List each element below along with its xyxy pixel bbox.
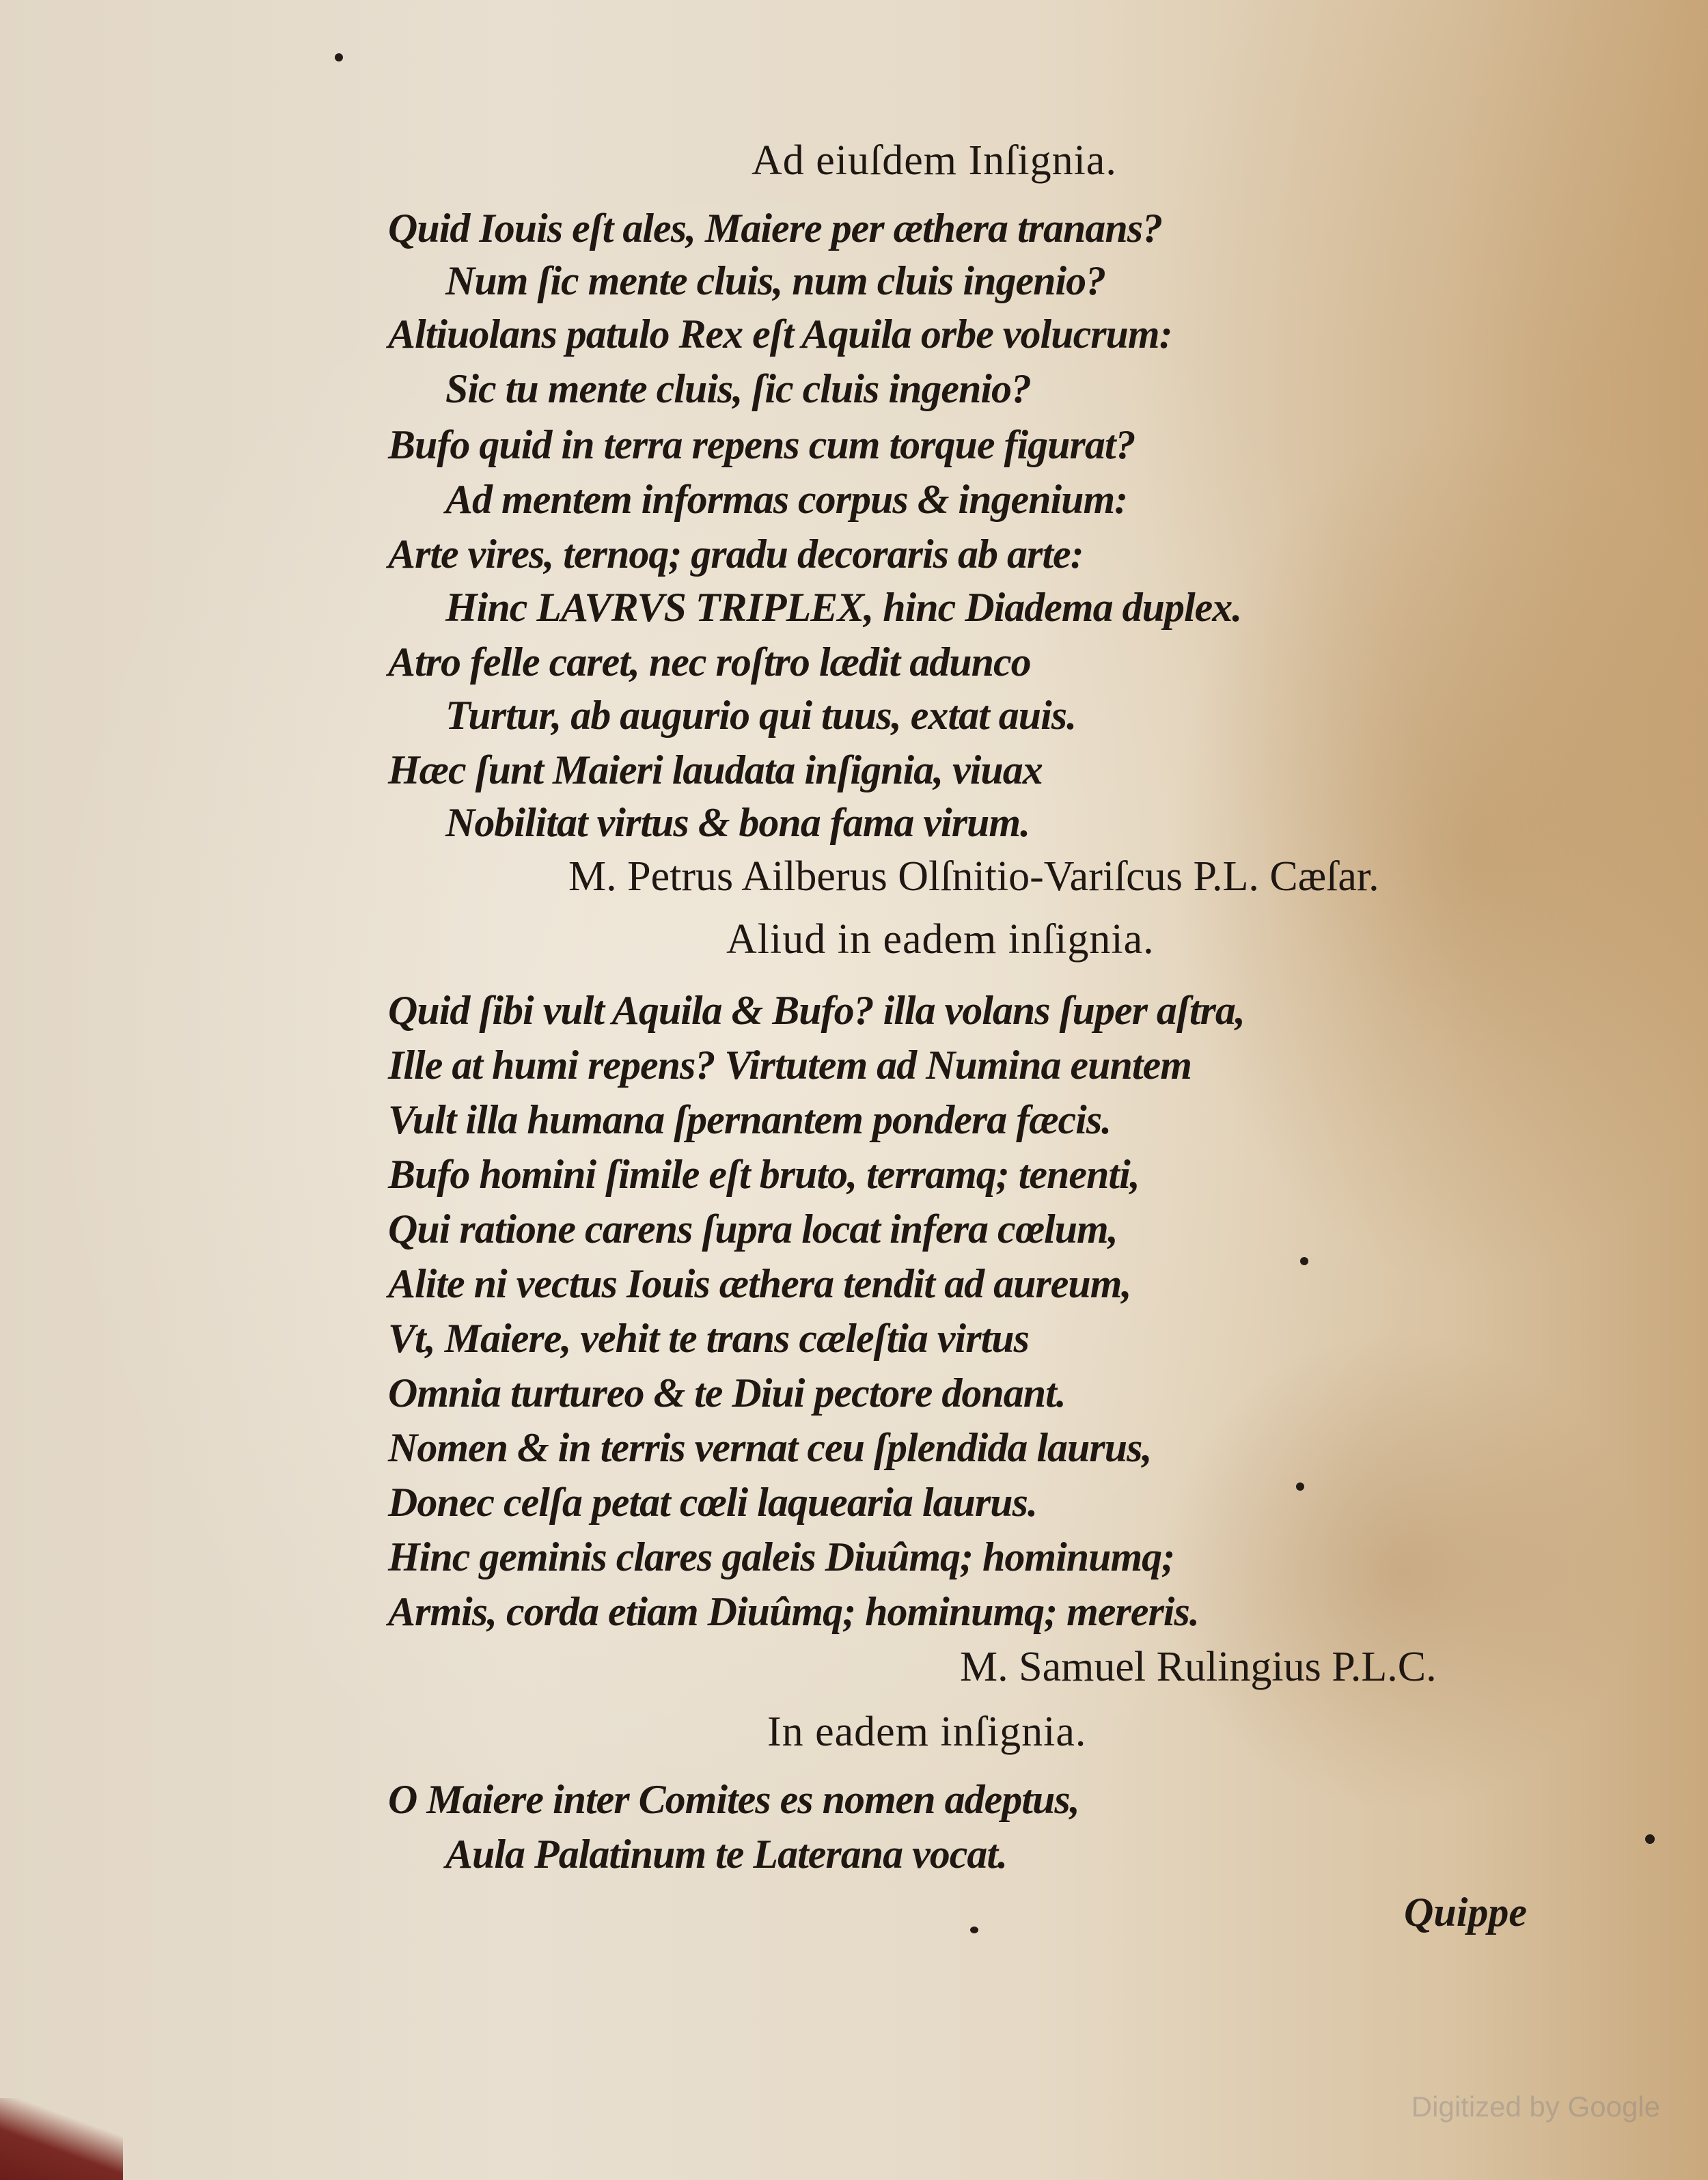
ink-speck <box>970 1927 978 1933</box>
verse-line: Arte vires, ternoq; gradu decoraris ab arte: <box>388 532 1084 577</box>
verse-line: Atro felle caret, nec roſtro lædit adunco <box>388 639 1031 685</box>
verse-line: Nomen & in terris vernat ceu ſplendida laurus, <box>388 1425 1152 1470</box>
verse-line: Vult illa humana ſpernantem pondera fæcis. <box>388 1097 1112 1142</box>
verse-line: Hinc geminis clares galeis Diuûmq; hominumq; <box>388 1534 1175 1579</box>
verse-line: Sic tu mente cluis, ſic cluis ingenio? <box>445 366 1032 411</box>
verse-line: Bufo quid in terra repens cum torque figurat? <box>388 422 1135 467</box>
verse-line: Quid ſibi vult Aquila & Bufo? illa volans ſuper aſtra, <box>388 988 1245 1033</box>
verse-line: Aula Palatinum te Laterana vocat. <box>445 1832 1008 1877</box>
signature-samuel-rulingius: M. Samuel Rulingius P.L.C. <box>960 1644 1437 1690</box>
verse-line: Hæc ſunt Maieri laudata inſignia, viuax <box>388 747 1043 792</box>
heading-in-eadem: In eadem inſignia. <box>767 1709 1087 1755</box>
ink-speck <box>1296 1482 1304 1491</box>
verse-line: Donec celſa petat cœli laquearia laurus. <box>388 1480 1037 1525</box>
verse-line: Quid Iouis eſt ales, Maiere per æthera tranans? <box>388 206 1163 251</box>
verse-line: Omnia turtureo & te Diui pectore donant. <box>388 1370 1066 1416</box>
heading-aliud: Aliud in eadem inſignia. <box>726 916 1155 963</box>
heading-ad-eiusdem: Ad eiuſdem Inſignia. <box>752 137 1117 184</box>
page-edge-stain <box>0 2098 123 2180</box>
ink-speck <box>1300 1257 1308 1265</box>
verse-line: Bufo homini ſimile eſt bruto, terramq; tenenti, <box>388 1152 1140 1197</box>
verse-line: Vt, Maiere, vehit te trans cæleſtia virtus <box>388 1316 1029 1361</box>
verse-line: Ad mentem informas corpus & ingenium: <box>445 477 1128 522</box>
verse-line: Num ſic mente cluis, num cluis ingenio? <box>445 258 1106 303</box>
verse-line: Alite ni vectus Iouis æthera tendit ad aureum, <box>388 1261 1131 1306</box>
digitization-watermark: Digitized by Google <box>1411 2091 1660 2123</box>
verse-line: Ille at humi repens? Virtutem ad Numina euntem <box>388 1043 1192 1088</box>
verse-line: Hinc LAVRVS TRIPLEX, hinc Diadema duplex. <box>445 585 1242 630</box>
ink-speck <box>335 53 343 61</box>
verse-line: Qui ratione carens ſupra locat infera cœlum, <box>388 1206 1118 1252</box>
verse-line: Turtur, ab augurio qui tuus, extat auis. <box>445 693 1077 738</box>
verse-line: Altiuolans patulo Rex eſt Aquila orbe volucrum: <box>388 312 1172 357</box>
ink-speck <box>1645 1834 1655 1844</box>
verse-line: O Maiere inter Comites es nomen adeptus, <box>388 1777 1079 1822</box>
signature-petrus-ailberus: M. Petrus Ailberus Olſnitio-Variſcus P.L. Cæſar. <box>568 853 1379 900</box>
catchword: Quippe <box>1404 1890 1527 1935</box>
verse-line: Nobilitat virtus & bona fama virum. <box>445 800 1030 845</box>
verse-line: Armis, corda etiam Diuûmq; hominumq; mereris. <box>388 1589 1199 1634</box>
